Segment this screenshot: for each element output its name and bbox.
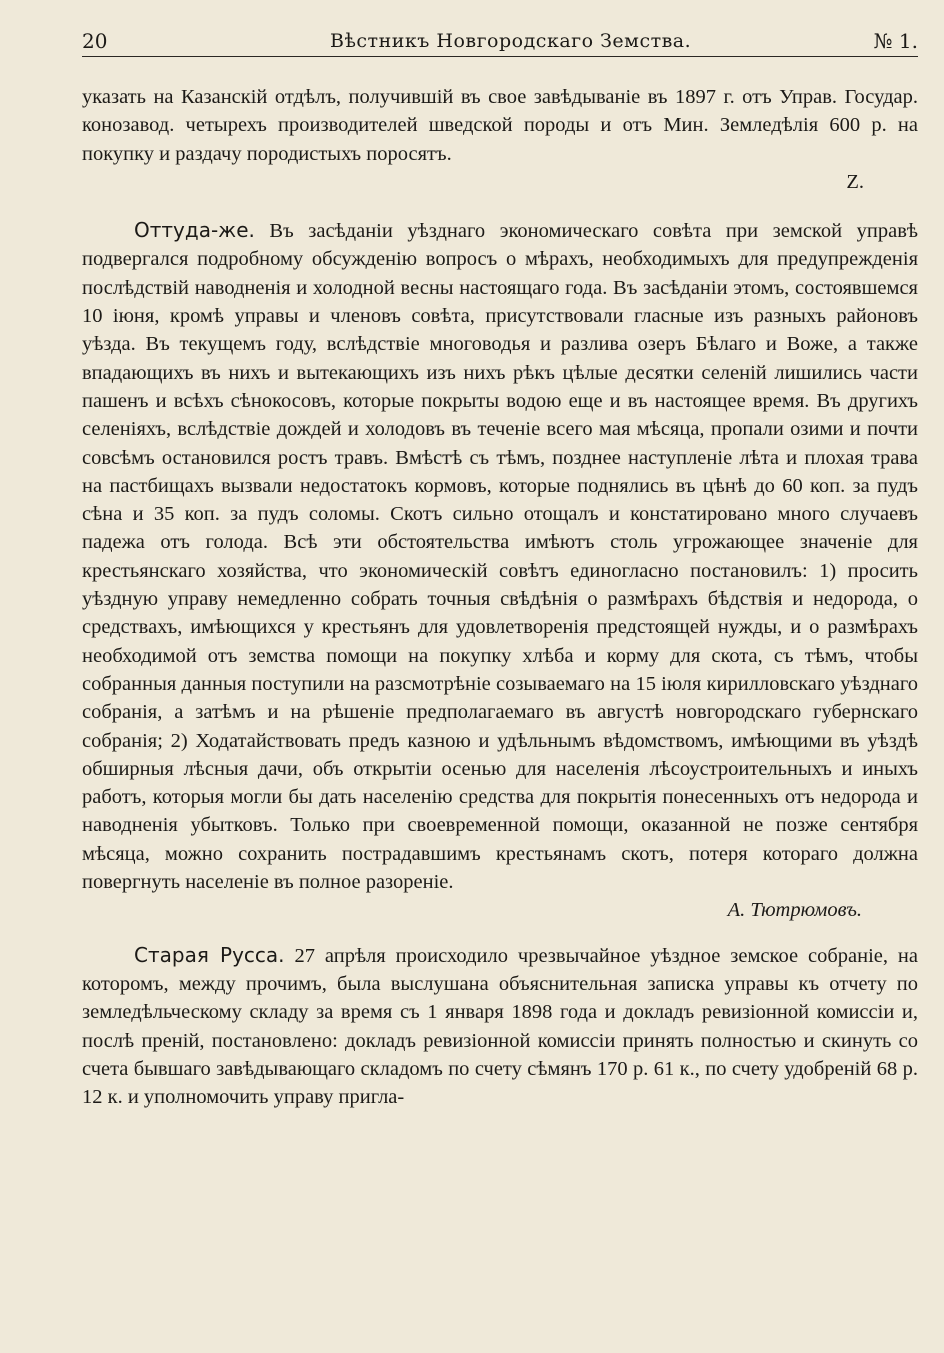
signature-z: Z.: [846, 170, 864, 193]
journal-page: [82, 26, 918, 1336]
article-body: [82, 83, 918, 1111]
journal-title: Вѣстникъ Новгородскаго Земства.: [330, 30, 692, 52]
page-number: 20: [82, 29, 108, 53]
paragraph-text-staraya-russa: 27 апрѣля происходило чрезвычайное уѣздное земское собраніе, на которомъ, между прочимъ, была выслушана объяснительная записка управы къ отчету по земледѣльческому складу за время съ 1 января 1898 года и докладъ ревизіонной комиссіи и, послѣ преній, постановлено: докладъ ревизіонной комиссіи принять полностью и скинуть со счета бывшаго завѣдывающаго складомъ по счету сѣмянъ 170 р. 61 к., по счету удобреній 68 р. 12 к. и уполномочить управу пригла-: [82, 944, 919, 1109]
paragraph-lead-ottuda: Оттуда-же.: [134, 218, 255, 243]
paragraph-lead-staraya-russa: Старая Русса.: [134, 942, 285, 967]
paragraph-text-ottuda: Въ засѣданіи уѣзднаго экономическаго совѣта при земской управѣ подвергался подробному обсужденію вопросъ о мѣрахъ, необходимыхъ для предупрежденія послѣдствій наводненія и холодной весны настоящаго года. Въ засѣданіи этомъ, состоявшемся 10 іюня, кромѣ управы и членовъ совѣта, присутствовали гласные изъ разныхъ районовъ уѣзда. Въ текущемъ году, вслѣдствіе многоводья и разлива озеръ Бѣлаго и Воже, а также впадающихъ въ нихъ и вытекающихъ изъ нихъ рѣкъ цѣлые десятки селеній лишились части пашенъ и всѣхъ сѣнокосовъ, которые покрыты водою еще и въ настоящее время. Въ другихъ селеніяхъ, вслѣдствіе дождей и холодовъ въ теченіе всего мая мѣсяца, пропали озими и почти совсѣмъ остановился ростъ травъ. Вмѣстѣ съ тѣмъ, позднее наступленіе лѣта и плохая трава на пастбищахъ вызвали недостатокъ кормовъ, которые поднялись въ цѣнѣ до 60 коп. за пудъ сѣна и 35 коп. за пудъ соломы. Скотъ сильно отощалъ и констатировано много случаевъ падежа отъ голода. Всѣ эти обстоятельства имѣютъ столь угрожающее значеніе для крестьянскаго хозяйства, что экономическій совѣтъ единогласно постановилъ: 1) просить уѣздную управу немедленно собрать точныя свѣдѣнія о размѣрахъ бѣдствія и недорода, о средствахъ, имѣющихся у крестьянъ для удовлетворенія предстоящей нужды, и о размѣрахъ необходимой отъ земства помощи на покупку хлѣба и корму для скота, съ тѣмъ, чтобы собранныя данныя поступили на разсмотрѣніе созываемаго на 15 іюля кирилловскаго уѣзднаго собранія, а затѣмъ и на рѣшеніе предполагаемаго въ августѣ новгородскаго губернскаго собранія; 2) Ходатайствовать предъ казною и удѣльнымъ вѣдомствомъ, имѣющими въ уѣздѣ обширныя лѣсныя дачи, объ открытіи осенью для населенія лѣсоустроительныхъ и иныхъ работъ, которыя могли бы дать населенію средства для покрытія понесенныхъ отъ недорода и наводненія убытковъ. Только при своевременной помощи, оказанной не позже сентября мѣсяца, можно сохранить пострадавшимъ крестьянамъ скотъ, потеря котораго должна повергнуть населеніе въ полное разореніе.: [82, 220, 919, 894]
paragraph-ottuda: [82, 216, 918, 896]
paragraph-staraya-russa: [82, 941, 918, 1112]
issue-number: № 1.: [873, 29, 918, 53]
paragraph-kazan: указать на Казанскій отдѣлъ, получившій въ свое завѣдываніе въ 1897 г. отъ Управ. Государ. конозавод. четырехъ производителей шведской породы и отъ Мин. Земледѣлія 600 р. на покупку и раздачу породистыхъ поросятъ.: [82, 86, 918, 165]
running-header: [82, 26, 918, 57]
author-signature: А. Тютрюмовъ.: [727, 899, 862, 922]
